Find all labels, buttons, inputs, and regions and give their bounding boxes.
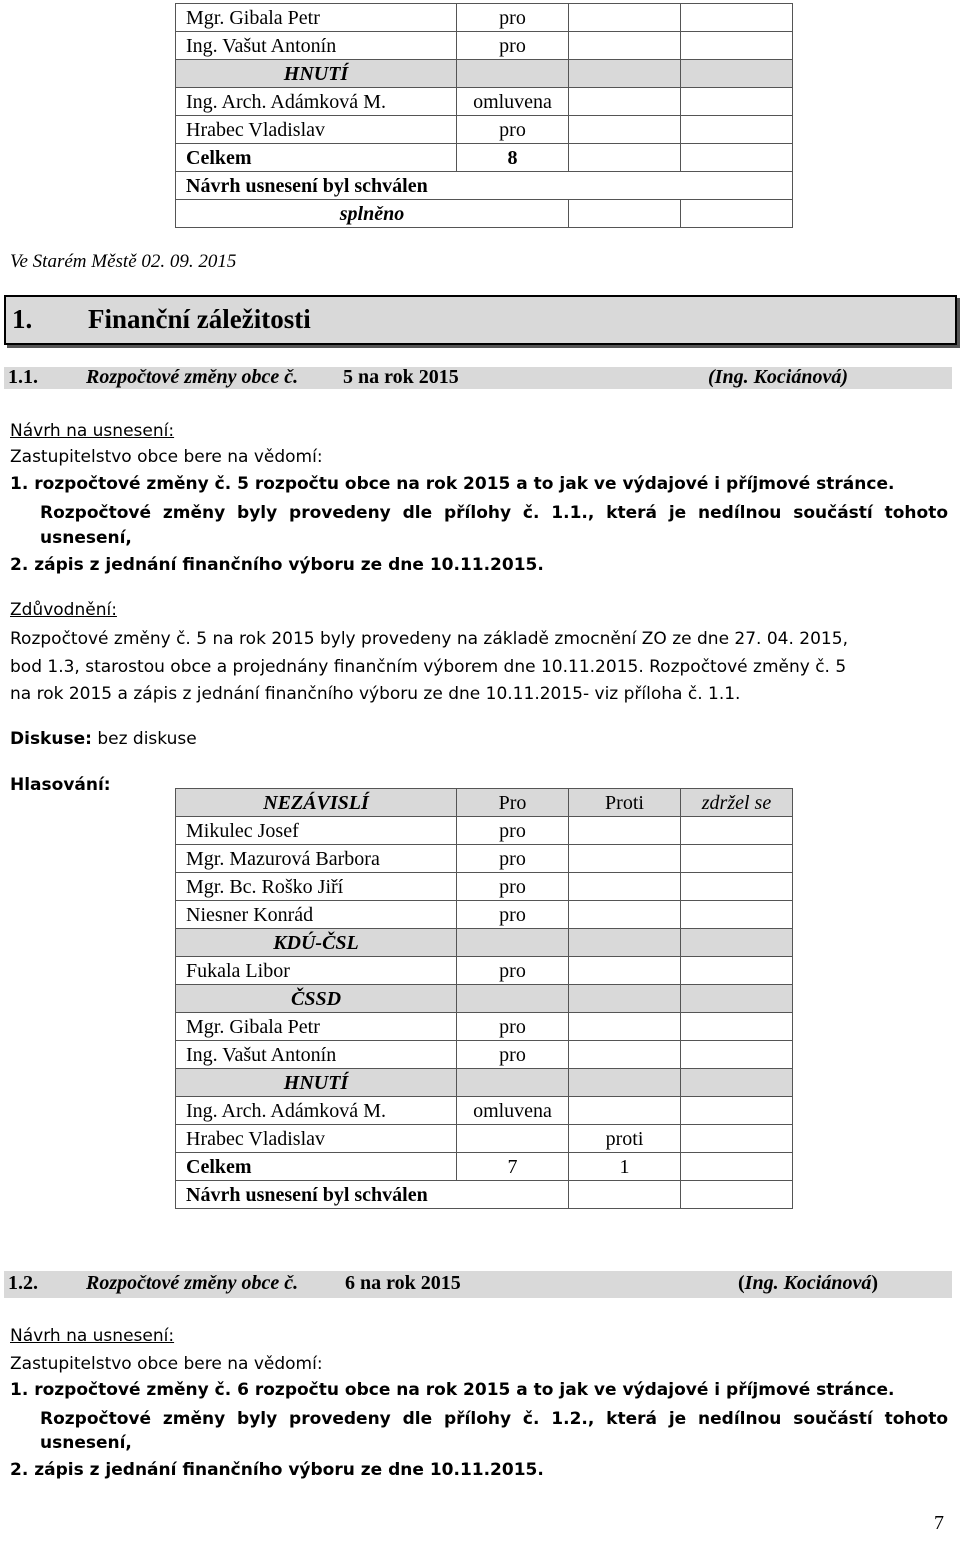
resolution-point-1: 1. rozpočtové změny č. 6 rozpočtu obce na rok 2015 a to jak ve výdajové i příjmové stránce. [10, 1380, 895, 1400]
table-row [176, 1041, 793, 1069]
vote-proti [569, 1097, 681, 1125]
vote-pro: pro [457, 4, 569, 32]
table-row [176, 817, 793, 845]
table-row [176, 1097, 793, 1125]
table-row [176, 957, 793, 985]
vote-pro: pro [457, 957, 569, 985]
item-number: 1.2. [8, 1272, 38, 1294]
member-name: Mikulec Josef [176, 817, 457, 845]
discussion-text: bez diskuse [97, 729, 197, 749]
proposal-label: Návrh na usnesení: [10, 421, 175, 441]
vote-proti: proti [569, 1125, 681, 1153]
vote-pro: pro [457, 32, 569, 60]
member-name: Hrabec Vladislav [176, 1125, 457, 1153]
vote-pro: pro [457, 845, 569, 873]
vote-pro: pro [457, 116, 569, 144]
item-responsible: (Ing. Kociánová) [708, 366, 848, 388]
member-name: Mgr. Bc. Roško Jiří [176, 873, 457, 901]
vote-pro [457, 1125, 569, 1153]
total-label: Celkem [176, 144, 457, 172]
member-name: Fukala Libor [176, 957, 457, 985]
vote-pro: omluvena [457, 1097, 569, 1125]
vote-result: Návrh usnesení byl schválen [176, 1181, 569, 1209]
resolution-point-1: 1. rozpočtové změny č. 5 rozpočtu obce na rok 2015 a to jak ve výdajové i příjmové stránce. [10, 474, 895, 494]
table-row [176, 845, 793, 873]
item-title-year: 6 na rok 2015 [345, 1272, 461, 1294]
vote-pro: pro [457, 817, 569, 845]
reason-text-3: na rok 2015 a zápis z jednání finančního výboru ze dne 10.11.2015- viz příloha č. 1.1. [10, 684, 741, 704]
member-name: Ing. Vašut Antonín [176, 32, 457, 60]
total-proti: 1 [569, 1153, 681, 1181]
section-number: 1. [12, 304, 33, 334]
table-row [176, 1125, 793, 1153]
status-text: splněno [176, 200, 569, 228]
table-row [176, 88, 793, 116]
council-line: Zastupitelstvo obce bere na vědomí: [10, 1354, 323, 1374]
party-group: HNUTÍ [176, 1069, 457, 1097]
table-row [176, 32, 793, 60]
item-title: Rozpočtové změny obce č. [86, 1272, 299, 1294]
resolution-point-1-end: usnesení, [40, 528, 132, 548]
table-row [176, 901, 793, 929]
proposal-label: Návrh na usnesení: [10, 1326, 175, 1346]
table-row [176, 985, 793, 1013]
member-name: Ing. Arch. Adámková M. [176, 88, 457, 116]
vote-proti [569, 873, 681, 901]
member-name: Mgr. Gibala Petr [176, 1013, 457, 1041]
resolution-point-2: 2. zápis z jednání finančního výboru ze dne 10.11.2015. [10, 1460, 544, 1480]
vote-result: Návrh usnesení byl schválen [176, 172, 793, 200]
resolution-point-1-cont: Rozpočtové změny byly provedeny dle přílohy č. 1.1., která je nedílnou součástí tohoto [40, 503, 948, 523]
vote-pro: omluvena [457, 88, 569, 116]
vote-proti [569, 957, 681, 985]
column-header-pro: Pro [457, 789, 569, 817]
vote-proti [569, 817, 681, 845]
council-line: Zastupitelstvo obce bere na vědomí: [10, 447, 323, 467]
table-row [176, 1181, 793, 1209]
party-group: KDÚ-ČSL [176, 929, 457, 957]
table-row [176, 873, 793, 901]
table-row [176, 60, 793, 88]
resolution-point-1-end: usnesení, [40, 1433, 132, 1453]
vote-pro: pro [457, 873, 569, 901]
party-group: NEZÁVISLÍ [176, 789, 457, 817]
vote-pro: pro [457, 1041, 569, 1069]
voting-label: Hlasování: [10, 775, 111, 795]
table-row [176, 116, 793, 144]
item-responsible: (Ing. Kociánová) [738, 1272, 879, 1294]
section-title: Finanční záležitosti [88, 304, 311, 334]
top-vote-table [175, 3, 793, 228]
reason-text-1: Rozpočtové změny č. 5 na rok 2015 byly provedeny na základě zmocnění ZO ze dne 27. 04. 2015, [10, 629, 848, 649]
resolution-point-1-cont: Rozpočtové změny byly provedeny dle přílohy č. 1.2., která je nedílnou součástí tohoto [40, 1409, 948, 1429]
member-name: Mgr. Gibala Petr [176, 4, 457, 32]
vote-table [175, 788, 793, 1209]
column-header-abstain: zdržel se [681, 789, 793, 817]
reason-label: Zdůvodnění: [10, 600, 117, 620]
resolution-point-2: 2. zápis z jednání finančního výboru ze dne 10.11.2015. [10, 555, 544, 575]
table-row [176, 144, 793, 172]
member-name: Ing. Arch. Adámková M. [176, 1097, 457, 1125]
discussion-row [10, 729, 197, 749]
item-title: Rozpočtové změny obce č. [86, 366, 299, 388]
table-row [176, 1069, 793, 1097]
vote-proti [569, 901, 681, 929]
table-row [176, 200, 793, 228]
column-header-proti: Proti [569, 789, 681, 817]
discussion-label: Diskuse: [10, 729, 92, 749]
item-number: 1.1. [8, 366, 38, 388]
total-pro: 7 [457, 1153, 569, 1181]
table-row [176, 929, 793, 957]
table-row [176, 4, 793, 32]
member-name: Mgr. Mazurová Barbora [176, 845, 457, 873]
member-name: Niesner Konrád [176, 901, 457, 929]
vote-proti [569, 1013, 681, 1041]
vote-pro: pro [457, 1013, 569, 1041]
total-pro: 8 [457, 144, 569, 172]
total-label: Celkem [176, 1153, 457, 1181]
member-name: Hrabec Vladislav [176, 116, 457, 144]
vote-pro: pro [457, 901, 569, 929]
vote-proti [569, 845, 681, 873]
table-row [176, 172, 793, 200]
member-name: Ing. Vašut Antonín [176, 1041, 457, 1069]
table-row [176, 1153, 793, 1181]
vote-proti [569, 1041, 681, 1069]
party-group: ČSSD [176, 985, 457, 1013]
party-group: HNUTÍ [176, 60, 457, 88]
item-title-year: 5 na rok 2015 [343, 366, 459, 388]
table-header-row [176, 789, 793, 817]
reason-text-2: bod 1.3, starostou obce a projednány finančním výborem dne 10.11.2015. Rozpočtové změny č. 5 [10, 657, 847, 677]
page-number: 7 [934, 1512, 944, 1534]
section-heading-box [4, 295, 957, 345]
table-row [176, 1013, 793, 1041]
place-date: Ve Starém Městě 02. 09. 2015 [10, 251, 237, 272]
